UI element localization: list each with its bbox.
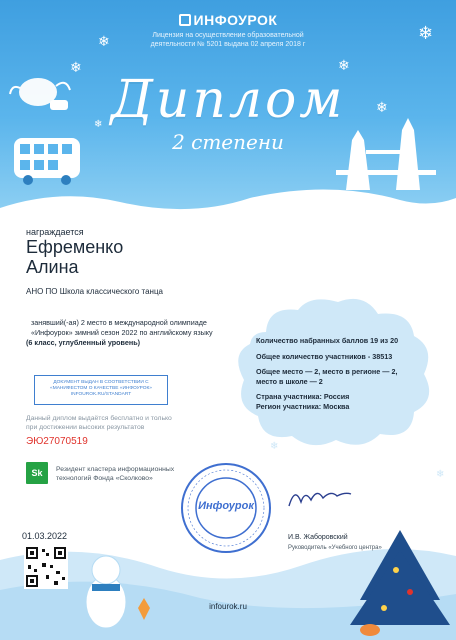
skolkovo-line-1: Резидент кластера информационных [56, 466, 175, 473]
logo-mark-icon [179, 14, 191, 26]
free-issue-note [26, 414, 176, 432]
snowflake-icon: ❄ [338, 57, 350, 73]
recipient-first-name: Алина [26, 257, 79, 277]
signer-role: Руководитель «Учебного центра» [288, 545, 382, 551]
fox-icon [360, 624, 380, 636]
polar-bear-icon [86, 556, 126, 628]
free-note-line-1: Данный диплом выдаётся бесплатно и только [26, 415, 172, 422]
snowflake-icon: ❄ [366, 319, 375, 330]
stamp-line-2: «МАНИФЕСТОМ О КАЧЕСТВЕ «ИНФОУРОК» [50, 386, 152, 392]
brand-logo [0, 12, 456, 28]
brand-name: ИНФОУРОК [193, 12, 278, 28]
diploma-degree: 2 степени [172, 130, 284, 154]
snowflake-icon: ❄ [70, 59, 82, 75]
snowflake-icon: ❄ [436, 469, 445, 480]
signature-icon [285, 484, 355, 512]
snowflake-icon: ❄ [94, 119, 103, 130]
issue-date: 01.03.2022 [22, 531, 68, 541]
stats-places-line-1: Общее место — 2, место в регионе — 2, [256, 367, 398, 376]
snowflake-icon: ❄ [270, 441, 279, 452]
recipient-surname: Ефременко [26, 237, 124, 257]
awarded-label: награждается [26, 227, 84, 237]
skolkovo-line-2: технологий Фонда «Сколково» [56, 475, 153, 482]
license-text [0, 31, 456, 49]
skolkovo-logo: Sk [26, 462, 48, 484]
recipient-name [26, 237, 123, 277]
stats-score: Количество набранных баллов 19 из 20 [256, 336, 399, 345]
stats-participants: Общее количество участников - 38513 [256, 351, 393, 361]
stamp-line-3: INFOUROK.RU/STANDART [70, 392, 132, 398]
stats-places-line-2: место в школе — 2 [256, 376, 323, 386]
achievement-level: (6 класс, углубленный уровень) [26, 338, 141, 347]
snowflake-icon: ❄ [418, 23, 434, 43]
certificate-id: ЭЮ27070519 [26, 436, 88, 447]
snowflake-icon: ❄ [376, 99, 388, 115]
stamp-line-1: ДОКУМЕНТ ВЫДАН В СООТВЕТСТВИИ С [53, 380, 149, 385]
stats-region: Регион участника: Москва [256, 401, 350, 411]
recipient-organization: АНО ПО Школа классического танца [26, 287, 164, 296]
quality-manifest-stamp [34, 375, 168, 405]
snow-hills [0, 180, 456, 230]
free-note-line-2: при достижении высоких результатов [26, 424, 145, 431]
achievement-line-2: «Инфоурок» зимний сезон 2022 по английскому языку [31, 328, 213, 337]
stats-panel [256, 336, 426, 417]
seal-center-text: Инфоурок [198, 500, 254, 512]
signer-name: И.В. Жаборовский [288, 534, 348, 541]
website-link[interactable]: infourok.ru [209, 602, 247, 611]
diploma-title: Диплом [110, 70, 346, 130]
license-line-1: Лицензия на осуществление образовательной [152, 32, 304, 39]
snowflake-icon: ❄ [98, 33, 110, 49]
stats-country: Страна участника: Россия [256, 392, 350, 401]
achievement-line-1: занявший(-ая) 2 место в международной олимпиаде [31, 318, 207, 327]
qr-code[interactable] [24, 545, 68, 589]
license-line-2: деятельности № 5201 выдана 02 апреля 2018 г [150, 41, 306, 48]
achievement-text [26, 318, 226, 348]
